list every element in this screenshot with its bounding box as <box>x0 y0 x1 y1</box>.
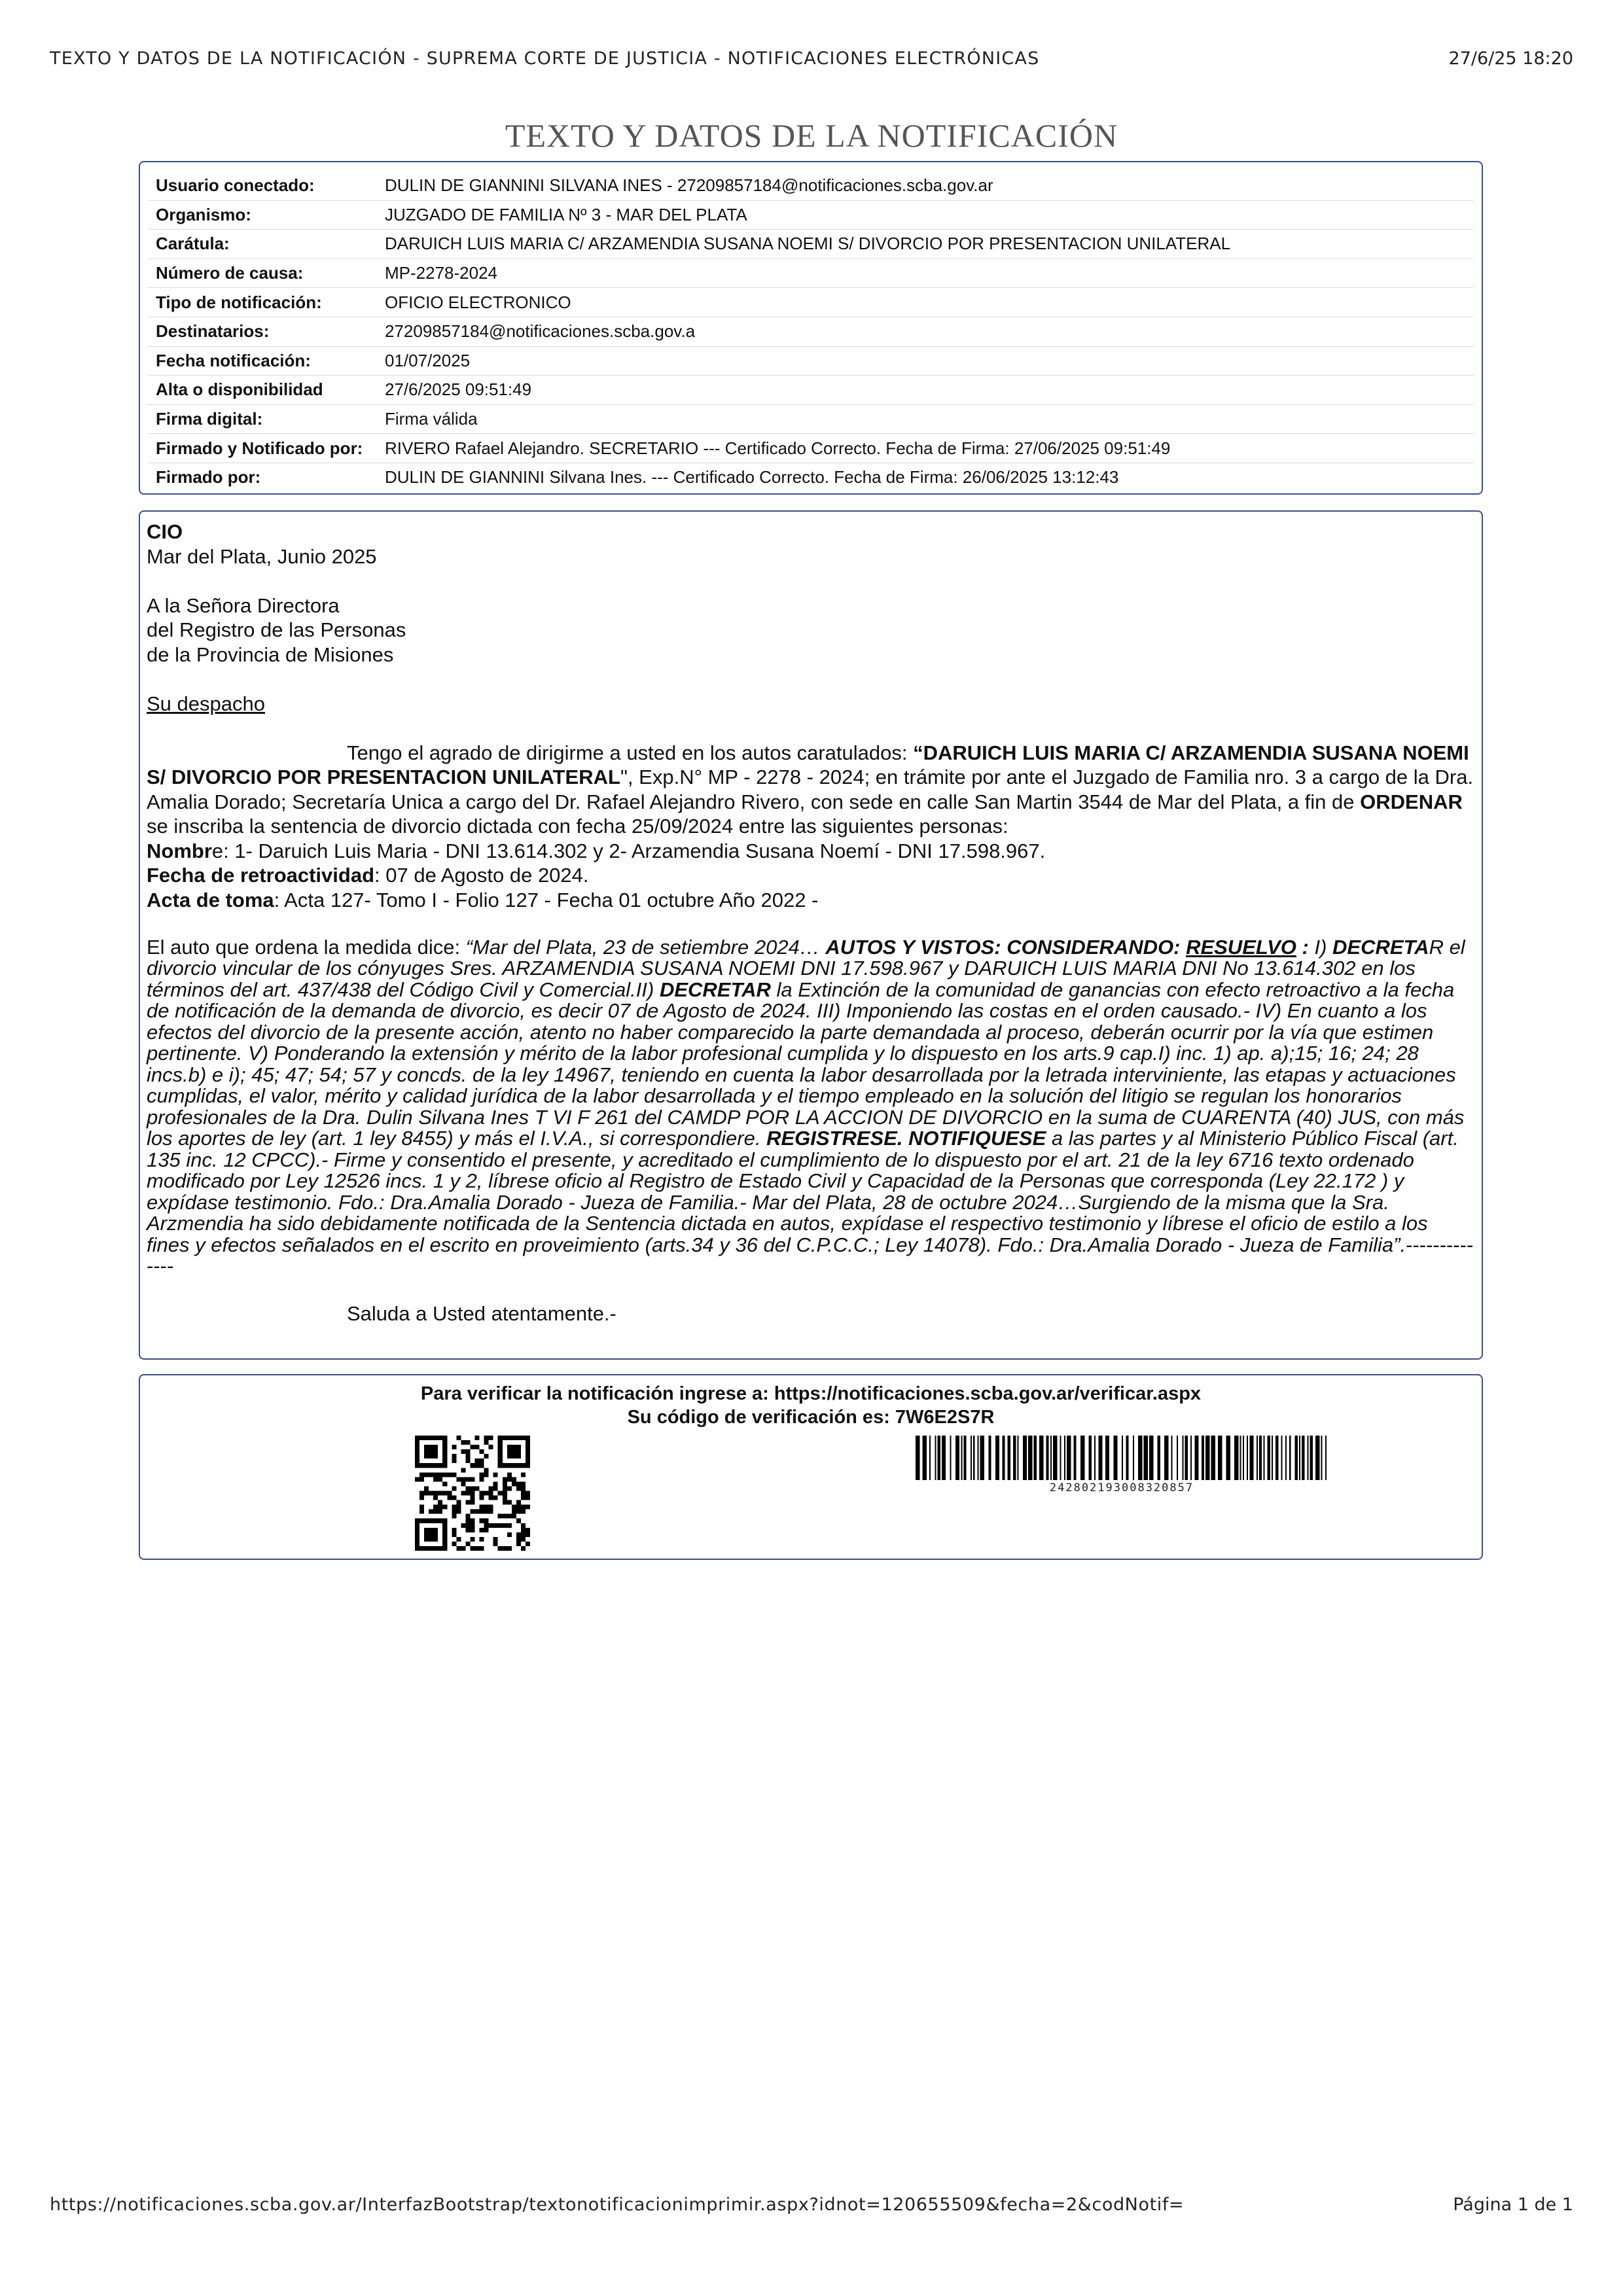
meta-row <box>148 347 1474 376</box>
auto-keyword: : <box>1296 935 1315 959</box>
meta-value: DULIN DE GIANNINI Silvana Ines. --- Certificado Correcto. Fecha de Firma: 26/06/2025 13:12:43 <box>385 467 1119 487</box>
meta-row <box>148 317 1474 347</box>
meta-row <box>148 288 1474 317</box>
meta-value: RIVERO Rafael Alejandro. SECRETARIO --- Certificado Correcto. Fecha de Firma: 27/06/2025 09:51:49 <box>385 438 1171 458</box>
body-text: ", Exp.N° MP - 2278 - 2024; en trámite por ante el Juzgado de Familia nro. 3 a cargo de la Dra. Amalia Dorado; Secretaría Unica a cargo del Dr. Rafael Alejandro Rivero, con sede en calle San Martin 3544 de Mar del Plata, a fin de <box>147 766 1474 813</box>
addressee-line: del Registro de las Personas <box>147 618 406 641</box>
meta-value: DARUICH LUIS MARIA C/ ARZAMENDIA SUSANA NOEMI S/ DIVORCIO POR PRESENTACION UNILATERAL <box>385 234 1231 254</box>
auto-text: la Extinción de la comunidad de ganancias con efecto retroactivo a la fecha de notificación de la demanda de divorcio, es decir 07 de Agosto de 2024. III) Imponiendo las costas en el orden causado.- IV) En cuanto a los efectos del divorcio de la presente acción, atento no haber comparecido la parte demandada al proceso, deberán ocurrir por la vía que estimen pertinente. V) Ponderando la extensión y mérito de la labor profesional cumplida y lo dispuesto en los arts.9 cap.I) inc. 1) ap. a);15; 16; 24; 28 incs.b) e i); 45; 47; 54; 57 y concds. de la ley 14967, teniendo en cuenta la labor desarrollada por la letrada interviniente, las etapas y actuaciones cumplidas, el valor, mérito y calidad jurídica de la labor desarrollada y el tiempo empleado en la solución del litigio se regulan los honorarios profesionales de la Dra. Dulin Silvana Ines T VI F 261 del CAMDP POR LA ACCION DE DIVORCIO en la suma de CUARENTA (40) JUS, con más los aportes de ley (art. 1 ley 8455) y más el I.V.A., si correspondiere. <box>147 978 1465 1150</box>
meta-row <box>148 405 1474 434</box>
meta-row <box>148 434 1474 463</box>
acta-line <box>147 888 1475 913</box>
meta-value: 27/6/2025 09:51:49 <box>385 380 532 400</box>
meta-label: Usuario conectado: <box>156 175 315 196</box>
notification-letter <box>139 510 1483 1360</box>
meta-row <box>148 171 1474 201</box>
nombre-value: e: 1- Daruich Luis Maria - DNI 13.614.302 y 2- Arzamendia Susana Noemí - DNI 17.598.967. <box>211 839 1046 862</box>
auto-dashes: -------------- <box>147 1233 1474 1277</box>
barcode-number: 242802193008320857 <box>1049 1481 1194 1494</box>
body-text: Tengo el agrado de dirigirme a usted en los autos caratulados: <box>347 741 914 764</box>
meta-row <box>148 201 1474 230</box>
retro-label: Fecha de retroactividad <box>147 864 375 887</box>
meta-label: Fecha notificación: <box>156 350 311 370</box>
auto-intro: El auto que ordena la medida dice: <box>147 935 466 959</box>
meta-value: MP-2278-2024 <box>385 263 497 283</box>
decretar-keyword: DECRETAR <box>659 978 771 1001</box>
auto-paragraph <box>147 937 1475 1277</box>
body-paragraph <box>147 741 1475 839</box>
meta-label: Número de causa: <box>156 263 304 283</box>
letter-code: CIO <box>147 520 183 543</box>
meta-value: 27209857184@notificaciones.scba.gov.a <box>385 321 696 342</box>
meta-label: Tipo de notificación: <box>156 292 322 312</box>
qr-code-icon <box>415 1436 530 1551</box>
meta-label: Destinatarios: <box>156 321 270 342</box>
retro-line <box>147 863 1475 888</box>
auto-text: a las partes y al Ministerio Público Fiscal (art. 135 inc. 12 CPCC).- Firme y consentido el presente, y acreditado el cumplimiento de lo dispuesto por el art. 21 de la ley 6716 texto ordenado modificado por Ley 12526 incs. 1 y 2, líbrese oficio al Registro de Estado Civil y Capacidad de la Personas que corresponda (Ley 22.172 ) y expídase testimonio. Fdo.: Dra.Amalia Dorado - Jueza de Familia.- Mar del Plata, 28 de octubre 2024…Surgiendo de la misma que la Sra. Arzmendia ha sido debidamente notificada de la Sentencia dictada en autos, expídase el respectivo testimonio y líbrese el oficio de estilo a los fines y efectos señalados en el escrito en proveimiento (arts.34 y 36 del C.P.C.C.; Ley 14078). Fdo.: Dra.Amalia Dorado - Jueza de Familia”. <box>147 1127 1459 1256</box>
page-title: TEXTO Y DATOS DE LA NOTIFICACIÓN <box>505 117 1118 154</box>
body-text: se inscriba la sentencia de divorcio dictada con fecha 25/09/2024 entre las siguientes personas: <box>147 815 1008 838</box>
addressee-line: A la Señora Directora <box>147 593 340 617</box>
auto-text: “Mar del Plata, 23 de setiembre 2024… <box>465 935 826 959</box>
print-footer-url: https://notificaciones.scba.gov.ar/InterfazBootstrap/textonotificacionimprimir.aspx?idnot=120655509&fecha=2&codNotif= <box>50 2195 1185 2215</box>
meta-label: Alta o disponibilidad <box>156 380 323 400</box>
meta-row <box>148 376 1474 405</box>
meta-label: Firma digital: <box>156 409 263 429</box>
meta-value: DULIN DE GIANNINI SILVANA INES - 27209857184@notificaciones.scba.gov.ar <box>385 175 993 196</box>
place-date: Mar del Plata, Junio 2025 <box>147 544 377 568</box>
meta-row <box>148 230 1474 259</box>
print-footer-page: Página 1 de 1 <box>1453 2195 1573 2215</box>
meta-row <box>148 259 1474 289</box>
registrese-keyword: REGISTRESE. NOTIFIQUESE <box>766 1127 1046 1150</box>
closing-line: Saluda a Usted atentamente.- <box>347 1302 616 1325</box>
resuelvo-keyword: RESUELVO <box>1186 935 1296 959</box>
meta-label: Firmado y Notificado por: <box>156 438 363 458</box>
meta-value: Firma válida <box>385 409 478 429</box>
names-line <box>147 839 1475 864</box>
nombre-label: Nombr <box>147 839 212 862</box>
meta-label: Organismo: <box>156 204 251 224</box>
notification-data-table <box>139 161 1483 495</box>
ordenar-keyword: ORDENAR <box>1360 790 1463 813</box>
auto-text: R el divorcio vincular de los cónyuges Sres. ARZAMENDIA SUSANA NOEMI DNI 17.598.967 y DARUICH LUIS MARIA DNI No 13.614.302 en los términos del art. 437/438 del Código Civil y Comercial.II) <box>147 935 1465 1001</box>
su-despacho: Su despacho <box>147 692 265 715</box>
acta-value: : Acta 127- Tomo I - Folio 127 - Fecha 01 octubre Año 2022 - <box>274 888 819 911</box>
retro-value: : 07 de Agosto de 2024. <box>374 864 589 887</box>
verify-url-line: Para verificar la notificación ingrese a: https://notificaciones.scba.gov.ar/verificar.aspx <box>420 1383 1202 1404</box>
auto-keyword: AUTOS Y VISTOS: CONSIDERANDO: <box>825 935 1186 959</box>
auto-text: I) <box>1314 935 1333 959</box>
barcode-icon <box>916 1436 1328 1480</box>
meta-value: OFICIO ELECTRONICO <box>385 292 571 312</box>
addressee-line: de la Provincia de Misiones <box>147 643 394 666</box>
acta-label: Acta de toma <box>147 888 274 911</box>
verification-box <box>139 1374 1483 1560</box>
case-title: “DARUICH LUIS MARIA C/ ARZAMENDIA SUSANA NOEMI S/ DIVORCIO POR PRESENTACION UNILATERAL <box>147 741 1469 788</box>
meta-label: Carátula: <box>156 234 230 254</box>
verify-code-line: Su código de verificación es: 7W6E2S7R <box>627 1407 995 1428</box>
meta-label: Firmado por: <box>156 467 261 487</box>
meta-row <box>148 463 1474 492</box>
meta-value: JUZGADO DE FAMILIA Nº 3 - MAR DEL PLATA <box>385 204 747 224</box>
print-header-datetime: 27/6/25 18:20 <box>1448 48 1573 69</box>
print-header-title: TEXTO Y DATOS DE LA NOTIFICACIÓN - SUPREMA CORTE DE JUSTICIA - NOTIFICACIONES ELECTRÓNICAS <box>50 48 1040 69</box>
decretar-keyword: DECRETA <box>1332 935 1429 959</box>
meta-value: 01/07/2025 <box>385 350 471 370</box>
